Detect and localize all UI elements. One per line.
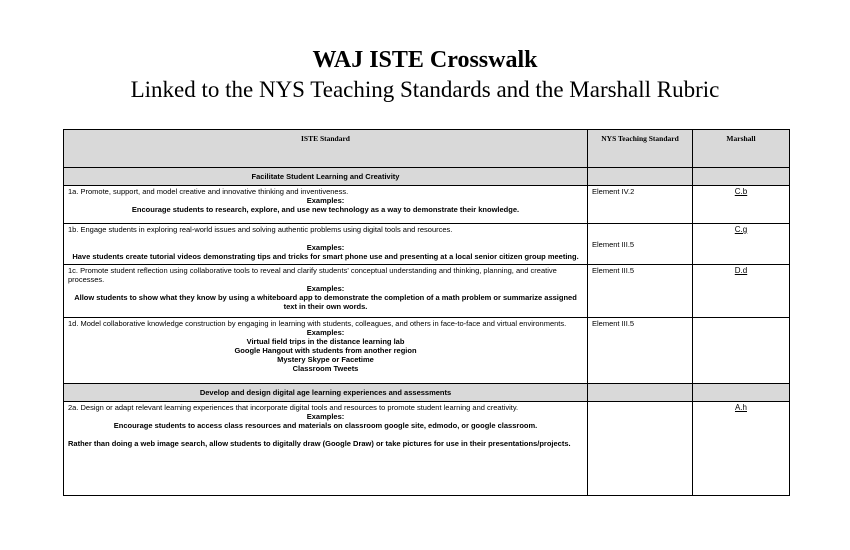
standard-row <box>64 265 790 318</box>
examples-label: Examples: <box>306 412 345 421</box>
example-text: Have students create tutorial videos demonstrating tips and tricks for smart phone use and presenting at a local senior citizen group meeting. <box>72 252 579 261</box>
examples-label: Examples: <box>306 243 345 252</box>
document-title: WAJ ISTE Crosswalk <box>312 47 538 73</box>
header-row <box>64 130 790 168</box>
section-blank <box>588 384 693 402</box>
example-text: Classroom Tweets <box>292 364 359 373</box>
nys-standard: Element III.5 <box>588 318 693 384</box>
examples-label: Examples: <box>306 328 345 337</box>
header-marshall: Marshall <box>693 130 790 168</box>
standard-cell <box>64 318 588 384</box>
standard-row <box>64 402 790 496</box>
example-text: Encourage students to research, explore, and use new technology as a way to demonstrate their knowledge. <box>131 205 520 214</box>
section-blank <box>693 384 790 402</box>
marshall-code <box>693 318 790 384</box>
standard-cell <box>64 186 588 224</box>
standard-row <box>64 224 790 265</box>
standard-row <box>64 186 790 224</box>
example-text: Virtual field trips in the distance learning lab <box>246 337 405 346</box>
example-text: Allow students to show what they know by using a whiteboard app to demonstrate the completion of a math problem or summarize assigned text in their own words. <box>74 293 577 311</box>
nys-standard: Element III.5 <box>588 265 693 318</box>
marshall-code: C.g <box>693 224 790 265</box>
standard-description: 1a. Promote, support, and model creative and innovative thinking and inventiveness. <box>68 187 349 196</box>
nys-standard <box>588 402 693 496</box>
examples-label: Examples: <box>306 284 345 293</box>
standard-description: 1d. Model collaborative knowledge construction by engaging in learning with students, colleagues, and others in face-to-face and virtual environments. <box>68 319 567 328</box>
section-heading: Develop and design digital age learning experiences and assessments <box>64 384 588 402</box>
nys-standard: Element III.5 <box>588 224 693 265</box>
header-nys: NYS Teaching Standard <box>588 130 693 168</box>
section-heading: Facilitate Student Learning and Creativity <box>64 168 588 186</box>
standard-cell <box>64 265 588 318</box>
standard-cell <box>64 402 588 496</box>
example-text: Rather than doing a web image search, allow students to digitally draw (Google Draw) or take pictures for use in their presentations/projects. <box>68 439 571 448</box>
marshall-code: A.h <box>693 402 790 496</box>
standard-cell <box>64 224 588 265</box>
example-text: Encourage students to access class resources and materials on classroom google site, edmodo, or google classroom. <box>113 421 538 430</box>
section-row <box>64 384 790 402</box>
example-text: Mystery Skype or Facetime <box>277 355 374 364</box>
header-iste: ISTE Standard <box>64 130 588 168</box>
section-row <box>64 168 790 186</box>
standard-description: 1c. Promote student reflection using collaborative tools to reveal and clarify students' conceptual understanding and thinking, planning, and creative processes. <box>68 266 557 284</box>
section-blank <box>693 168 790 186</box>
marshall-code: D.d <box>693 265 790 318</box>
section-blank <box>588 168 693 186</box>
example-text: Google Hangout with students from another region <box>234 346 417 355</box>
examples-label: Examples: <box>306 196 345 205</box>
marshall-code: C.b <box>693 186 790 224</box>
nys-standard: Element IV.2 <box>588 186 693 224</box>
standard-description: 2a. Design or adapt relevant learning experiences that incorporate digital tools and resources to promote student learning and creativity. <box>68 403 519 412</box>
standard-description: 1b. Engage students in exploring real-world issues and solving authentic problems using digital tools and resources. <box>68 225 453 234</box>
standard-row <box>64 318 790 384</box>
crosswalk-table <box>63 129 790 496</box>
document-subtitle: Linked to the NYS Teaching Standards and the Marshall Rubric <box>130 77 720 102</box>
